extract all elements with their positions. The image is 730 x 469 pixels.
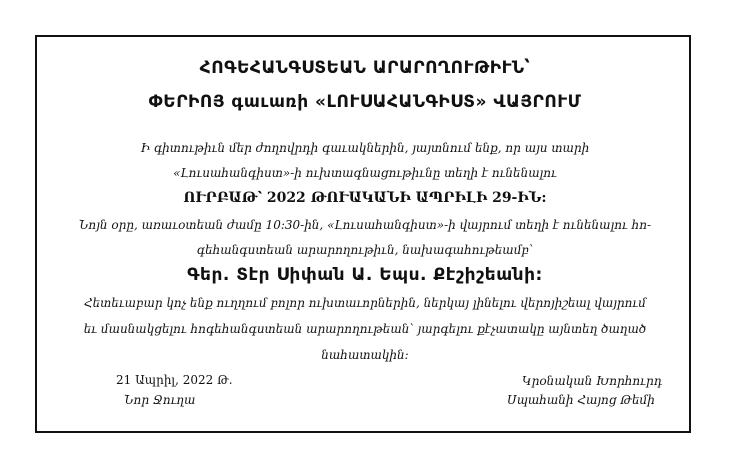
heading-line-2: ՓԵՐԻՈՅ գաւառի «ԼՈՒՍԱՀԱՆԳԻՍՏ» ՎԱՅՐՈՒՄ: [148, 92, 582, 112]
footer-place: Նոր Ջուղա: [124, 393, 196, 407]
paragraph-3-line-1: Հետեւաբար կոչ ենք ուղղում բոլոր ուխտաւորներին, ներկայ լինելու վերոյիշեալ վայրում: [84, 296, 646, 310]
paragraph-1-line-1: Ի գիտութիւն մեր ժողովրդի գաւակներին, յայտնում ենք, որ այս տարի: [140, 141, 590, 155]
footer-organization-1: Կրօնական Խորհուրդ: [522, 374, 663, 388]
paragraph-3-line-3: նահատակին:: [321, 348, 409, 362]
footer-organization-2: Սպահանի Հայոց Թեմի: [507, 393, 655, 407]
paragraph-2-line-1: Նոյն օրը, առաւօտեան ժամը 10:30-ին, «Լուսահանգիստ»-ի վայրում տեղի է ունենալու հո-: [78, 218, 652, 232]
celebrant-name: Գեր. Տէր Սիփան Ա. Եպս. Քէշիշեանի:: [187, 265, 543, 285]
event-date: ՈՒՐԲԱԹ՝ 2022 ԹՈՒԱԿԱՆԻ ԱՊՐԻԼԻ 29-ԻՆ:: [183, 190, 547, 206]
paragraph-1-line-2: «Լուսահանգիստ»-ի ուխտագնացութիւնը տեղի է ունենալու: [173, 166, 557, 180]
footer-date: 21 Ապրիլ, 2022 Թ.: [116, 373, 233, 387]
paragraph-2-line-2: գեհանգստեան արարողութիւն, նախագահութեամբ՝: [196, 243, 534, 257]
heading-line-1: ՀՈԳԵՀԱՆԳՍՏԵԱՆ ԱՐԱՐՈՂՈՒԹԻՒՆ՝: [199, 58, 531, 78]
paragraph-3-line-2: եւ մասնակցելու հոգեհանգստեան արարողութեան՝ յարգելու քէչատակը այնտեղ ծաղած: [83, 322, 647, 336]
